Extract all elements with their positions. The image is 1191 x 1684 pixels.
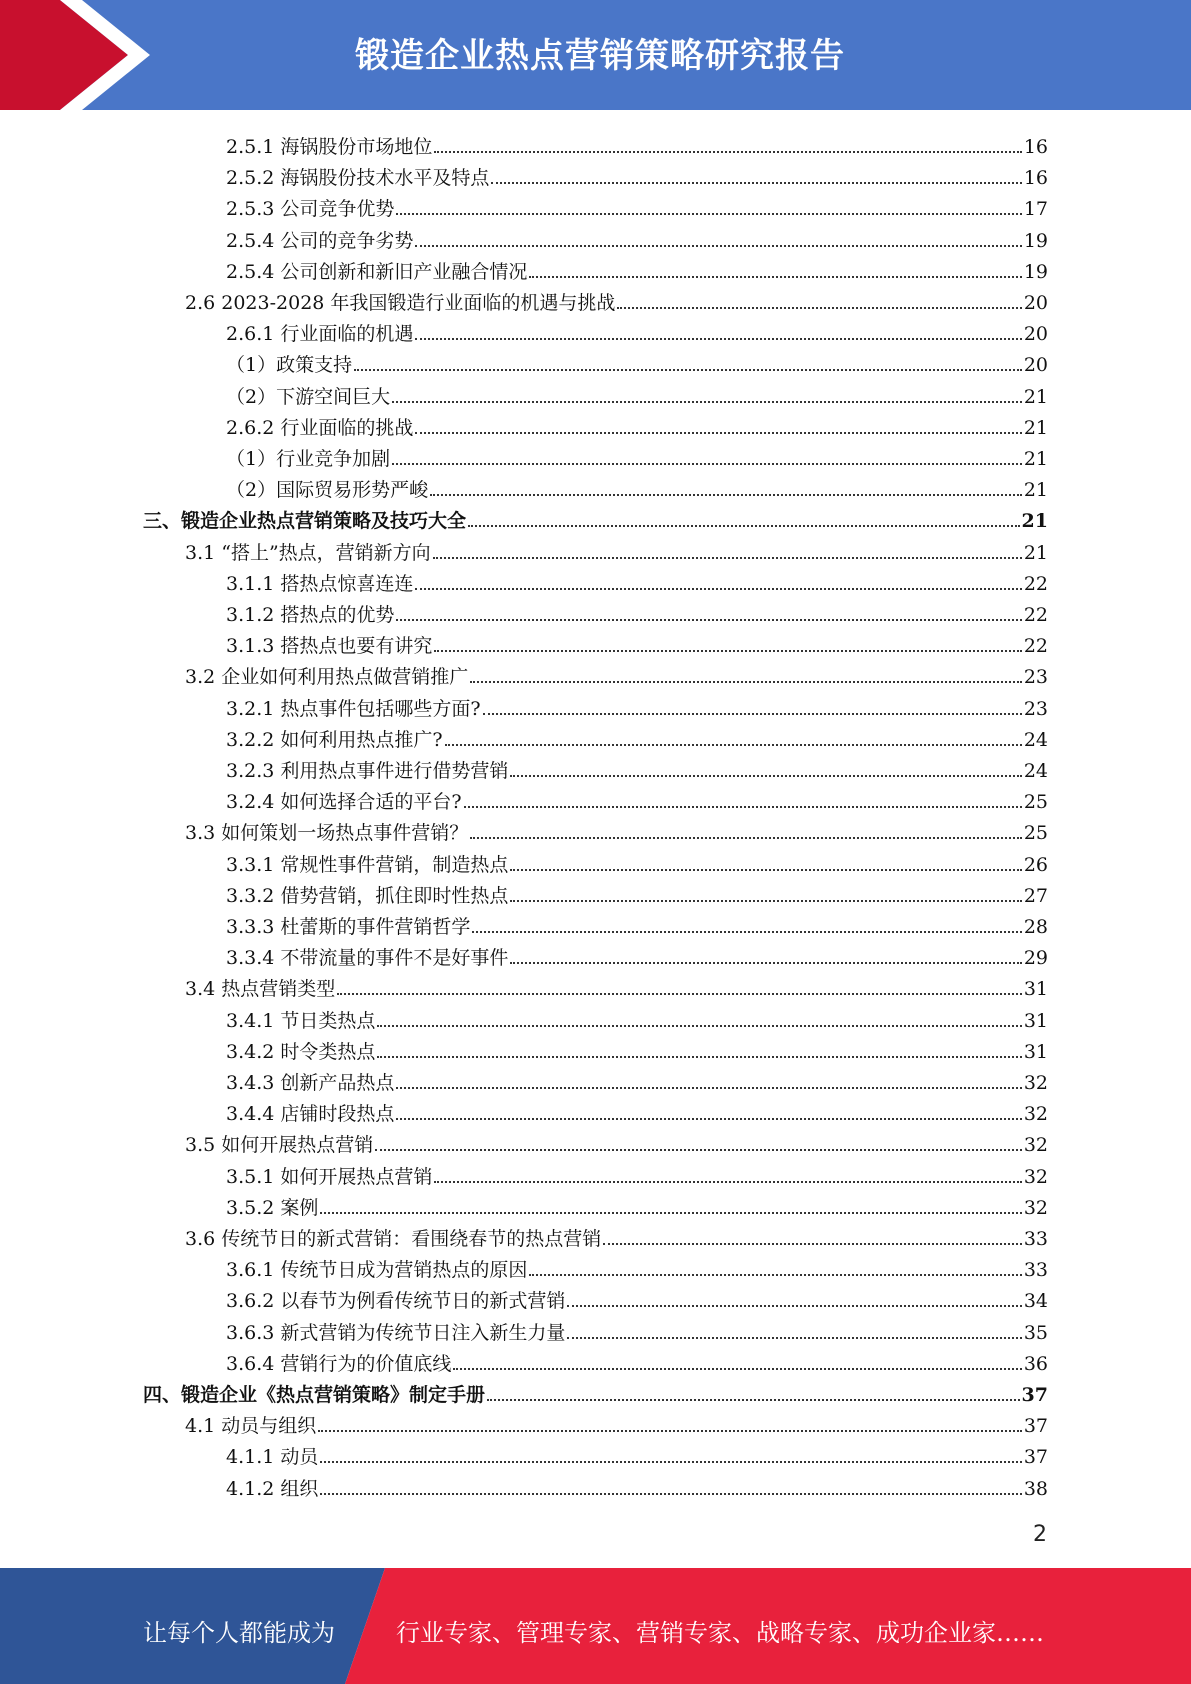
toc-entry-label: 3.5 如何开展热点营销: [185, 1134, 374, 1157]
toc-entry-label: （1）政策支持: [226, 354, 353, 377]
toc-entry-page: 35: [1023, 1321, 1048, 1344]
toc-entry[interactable]: [185, 534, 1048, 565]
toc-entry[interactable]: [226, 346, 1048, 377]
toc-entry[interactable]: [226, 1189, 1048, 1220]
toc-entry[interactable]: [185, 658, 1048, 689]
toc-entry-page: 28: [1023, 916, 1048, 938]
toc-entry[interactable]: [226, 1064, 1048, 1095]
toc-entry-label: （1）行业竞争加剧: [226, 448, 391, 470]
toc-entry-label: 2.5.4 公司的竞争劣势: [226, 229, 414, 252]
toc-dot-leader: [617, 306, 1021, 309]
toc-entry-page: 21: [1023, 541, 1048, 564]
toc-dot-leader: [375, 1148, 1022, 1151]
toc-entry-label: 2.6.1 行业面临的机遇: [226, 323, 414, 346]
toc-dot-leader: [396, 212, 1021, 215]
toc-entry-label: 3.3.2 借势营销，抓住即时性热点: [226, 884, 509, 907]
toc-dot-leader: [472, 930, 1021, 933]
report-title: 锻造企业热点营销策略研究报告: [355, 36, 845, 76]
toc-entry-page: 32: [1023, 1165, 1048, 1188]
toc-entry[interactable]: [226, 128, 1048, 159]
toc-dot-leader: [415, 244, 1021, 247]
toc-entry[interactable]: [226, 1158, 1048, 1189]
toc-entry[interactable]: [226, 409, 1048, 440]
toc-dot-leader: [396, 1117, 1021, 1120]
footer-slogan-left: 让每个人都能成为: [143, 1619, 335, 1647]
toc-dot-leader: [415, 337, 1021, 340]
footer-slogan-right: 行业专家、管理专家、营销专家、战略专家、成功企业家……: [396, 1619, 1044, 1647]
toc-dot-leader: [464, 805, 1022, 808]
toc-entry-page: 21: [1023, 479, 1048, 502]
toc-dot-leader: [337, 992, 1022, 995]
toc-dot-leader: [453, 1367, 1021, 1370]
toc-entry-page: 32: [1023, 1103, 1048, 1126]
toc-entry-page: 24: [1023, 728, 1048, 751]
toc-dot-leader: [529, 275, 1021, 278]
toc-entry[interactable]: [226, 627, 1048, 658]
toc-entry[interactable]: [185, 1407, 1048, 1438]
toc-entry-label: 2.5.4 公司创新和新旧产业融合情况: [226, 260, 528, 283]
toc-dot-leader: [510, 899, 1021, 902]
toc-entry-page: 33: [1023, 1228, 1048, 1250]
toc-entry-label: 2.5.2 海锅股份技术水平及特点: [226, 167, 490, 190]
toc-entry[interactable]: [226, 1314, 1048, 1345]
toc-entry[interactable]: [226, 690, 1048, 721]
toc-entry-label: 3.4 热点营销类型: [185, 978, 336, 1001]
toc-entry-label: （2）国际贸易形势严峻: [226, 479, 429, 502]
toc-entry-page: 37: [1023, 1446, 1048, 1469]
toc-entry-page: 26: [1023, 853, 1048, 876]
toc-entry-label: 3.1.3 搭热点也要有讲究: [226, 635, 433, 658]
toc-entry-page: 31: [1023, 978, 1048, 1001]
toc-entry-page: 34: [1023, 1290, 1048, 1313]
toc-entry[interactable]: [226, 1002, 1048, 1033]
toc-entry-page: 37: [1021, 1384, 1048, 1406]
toc-entry-page: 21: [1023, 385, 1048, 408]
toc-dot-leader: [396, 1086, 1021, 1089]
toc-entry[interactable]: [226, 721, 1048, 752]
toc-entry-label: 3.4.1 节日类热点: [226, 1009, 376, 1032]
toc-entry-label: 4.1.1 动员: [226, 1446, 319, 1469]
toc-entry[interactable]: [226, 253, 1048, 284]
toc-entry[interactable]: [185, 814, 1048, 845]
toc-dot-leader: [510, 774, 1021, 777]
toc-entry-label: 3.3.3 杜蕾斯的事件营销哲学: [226, 916, 471, 938]
toc-dot-leader: [445, 743, 1022, 746]
toc-entry-page: 23: [1023, 666, 1048, 689]
toc-entry[interactable]: [226, 752, 1048, 783]
toc-dot-leader: [320, 1460, 1021, 1463]
toc-entry-page: 31: [1023, 1009, 1048, 1032]
toc-entry-label: 3.6.4 营销行为的价值底线: [226, 1352, 452, 1375]
page-header: [0, 0, 1191, 110]
toc-entry-label: 3.4.3 创新产品热点: [226, 1072, 395, 1094]
toc-entry-label: 3.4.2 时令类热点: [226, 1040, 376, 1063]
toc-entry-page: 24: [1023, 760, 1048, 782]
toc-entry[interactable]: [226, 565, 1048, 596]
toc-entry-page: 19: [1023, 229, 1048, 252]
toc-entry[interactable]: [226, 1251, 1048, 1282]
toc-entry-page: 36: [1023, 1352, 1048, 1375]
toc-entry-page: 32: [1023, 1072, 1048, 1094]
toc-entry[interactable]: [226, 190, 1048, 221]
toc-dot-leader: [468, 524, 1020, 527]
toc-entry-label: 3.3.1 常规性事件营销，制造热点: [226, 853, 509, 876]
toc-entry[interactable]: [226, 159, 1048, 190]
toc-entry[interactable]: [226, 378, 1048, 409]
toc-dot-leader: [430, 493, 1022, 496]
toc-entry-label: 3.2.4 如何选择合适的平台?: [226, 791, 462, 814]
toc-entry-label: 3.6 传统节日的新式营销：看围绕春节的热点营销: [185, 1228, 602, 1250]
toc-entry[interactable]: [226, 783, 1048, 814]
toc-entry-label: 3.3.4 不带流量的事件不是好事件: [226, 947, 509, 970]
toc-entry-page: 38: [1023, 1477, 1048, 1500]
toc-entry-label: 3.2.2 如何利用热点推广?: [226, 728, 443, 751]
toc-dot-leader: [470, 680, 1022, 683]
toc-entry-page: 20: [1023, 354, 1048, 377]
toc-entry-page: 31: [1023, 1040, 1048, 1063]
toc-dot-leader: [434, 150, 1021, 153]
toc-entry-label: 三、锻造企业热点营销策略及技巧大全: [143, 510, 467, 533]
toc-entry[interactable]: [226, 471, 1048, 502]
toc-dot-leader: [487, 1398, 1020, 1401]
toc-dot-leader: [320, 1211, 1021, 1214]
toc-dot-leader: [396, 618, 1021, 621]
toc-dot-leader: [567, 1336, 1021, 1339]
toc-entry[interactable]: [226, 1470, 1048, 1501]
toc-entry-label: 3.6.3 新式营销为传统节日注入新生力量: [226, 1321, 566, 1344]
toc-entry-label: 3.5.1 如何开展热点营销: [226, 1165, 433, 1188]
toc-entry-page: 32: [1023, 1196, 1048, 1219]
toc-entry-page: 29: [1023, 947, 1048, 970]
toc-entry[interactable]: [143, 1376, 1048, 1407]
toc-entry-page: 20: [1023, 292, 1048, 314]
toc-entry-label: 2.6.2 行业面临的挑战: [226, 416, 414, 439]
toc-entry-label: 2.5.1 海锅股份市场地位: [226, 136, 433, 158]
toc-dot-leader: [415, 431, 1021, 434]
toc-entry-page: 23: [1023, 697, 1048, 720]
toc-entry[interactable]: [185, 970, 1048, 1001]
toc-entry-label: 2.5.3 公司竞争优势: [226, 198, 395, 221]
toc-dot-leader: [377, 1024, 1021, 1027]
toc-entry[interactable]: [226, 315, 1048, 346]
toc-entry[interactable]: [226, 1282, 1048, 1313]
toc-entry-page: 25: [1023, 791, 1048, 814]
toc-entry-label: 3.4.4 店铺时段热点: [226, 1103, 395, 1126]
toc-entry[interactable]: [226, 1095, 1048, 1126]
toc-dot-leader: [354, 368, 1022, 371]
toc-entry[interactable]: [185, 1126, 1048, 1157]
toc-dot-leader: [529, 1273, 1021, 1276]
toc-entry-label: 3.2.3 利用热点事件进行借势营销: [226, 760, 509, 782]
toc-entry[interactable]: [226, 846, 1048, 877]
toc-entry[interactable]: [226, 1438, 1048, 1469]
toc-entry-label: 3.2.1 热点事件包括哪些方面?: [226, 697, 481, 720]
toc-entry-page: 22: [1023, 604, 1048, 626]
toc-entry[interactable]: [226, 222, 1048, 253]
toc-dot-leader: [567, 1304, 1021, 1307]
toc-entry[interactable]: [226, 1033, 1048, 1064]
toc-entry-label: 3.6.2 以春节为例看传统节日的新式营销: [226, 1290, 566, 1313]
toc-dot-leader: [434, 1180, 1021, 1183]
toc-dot-leader: [483, 712, 1022, 715]
toc-entry-page: 17: [1023, 198, 1048, 221]
toc-entry[interactable]: [226, 908, 1048, 939]
toc-entry-label: 3.1.1 搭热点惊喜连连: [226, 572, 414, 595]
toc-entry-label: 2.6 2023-2028 年我国锻造行业面临的机遇与挑战: [185, 292, 616, 314]
toc-entry-page: 19: [1023, 260, 1048, 283]
toc-dot-leader: [433, 556, 1022, 559]
toc-dot-leader: [320, 1492, 1021, 1495]
toc-entry[interactable]: [226, 877, 1048, 908]
toc-entry[interactable]: [226, 596, 1048, 627]
toc-entry-label: 四、锻造企业《热点营销策略》制定手册: [143, 1384, 486, 1406]
toc-entry-label: 4.1 动员与组织: [185, 1415, 317, 1438]
toc-dot-leader: [392, 462, 1022, 465]
toc-entry-label: 3.1.2 搭热点的优势: [226, 604, 395, 626]
toc-entry-page: 25: [1023, 822, 1048, 845]
toc-entry-label: 3.2 企业如何利用热点做营销推广: [185, 666, 469, 689]
toc-dot-leader: [470, 836, 1022, 839]
toc-entry-label: （2）下游空间巨大: [226, 385, 391, 408]
toc-entry-page: 32: [1023, 1134, 1048, 1157]
toc-entry-page: 27: [1023, 884, 1048, 907]
toc-dot-leader: [318, 1429, 1022, 1432]
page-number: 2: [1033, 1522, 1047, 1547]
toc-entry[interactable]: [185, 1220, 1048, 1251]
toc-entry-page: 33: [1023, 1259, 1048, 1282]
toc-entry-page: 16: [1023, 167, 1048, 190]
toc-dot-leader: [510, 961, 1021, 964]
toc-dot-leader: [415, 587, 1021, 590]
toc-entry[interactable]: [143, 502, 1048, 533]
toc-entry[interactable]: [185, 284, 1048, 315]
toc-entry-label: 4.1.2 组织: [226, 1477, 319, 1500]
toc-entry-page: 22: [1023, 635, 1048, 658]
toc-entry[interactable]: [226, 1345, 1048, 1376]
toc-dot-leader: [377, 1055, 1021, 1058]
toc-entry-page: 21: [1021, 510, 1048, 533]
toc-entry-page: 22: [1023, 572, 1048, 595]
toc-dot-leader: [392, 400, 1022, 403]
toc-dot-leader: [603, 1242, 1022, 1245]
toc-dot-leader: [491, 181, 1021, 184]
toc-entry-page: 21: [1023, 416, 1048, 439]
toc-entry[interactable]: [226, 440, 1048, 471]
toc-entry[interactable]: [226, 939, 1048, 970]
toc-entry-label: 3.3 如何策划一场热点事件营销？: [185, 822, 469, 845]
toc-entry-label: 3.5.2 案例: [226, 1196, 319, 1219]
toc-entry-page: 16: [1023, 136, 1048, 158]
toc-entry-page: 20: [1023, 323, 1048, 346]
toc-dot-leader: [434, 649, 1021, 652]
toc-entry-label: 3.6.1 传统节日成为营销热点的原因: [226, 1259, 528, 1282]
page-footer: [0, 1568, 1191, 1684]
toc-dot-leader: [510, 868, 1021, 871]
toc-entry-page: 37: [1023, 1415, 1048, 1438]
toc-entry-label: 3.1 “搭上”热点，营销新方向: [185, 541, 431, 564]
toc-entry-page: 21: [1023, 448, 1048, 470]
